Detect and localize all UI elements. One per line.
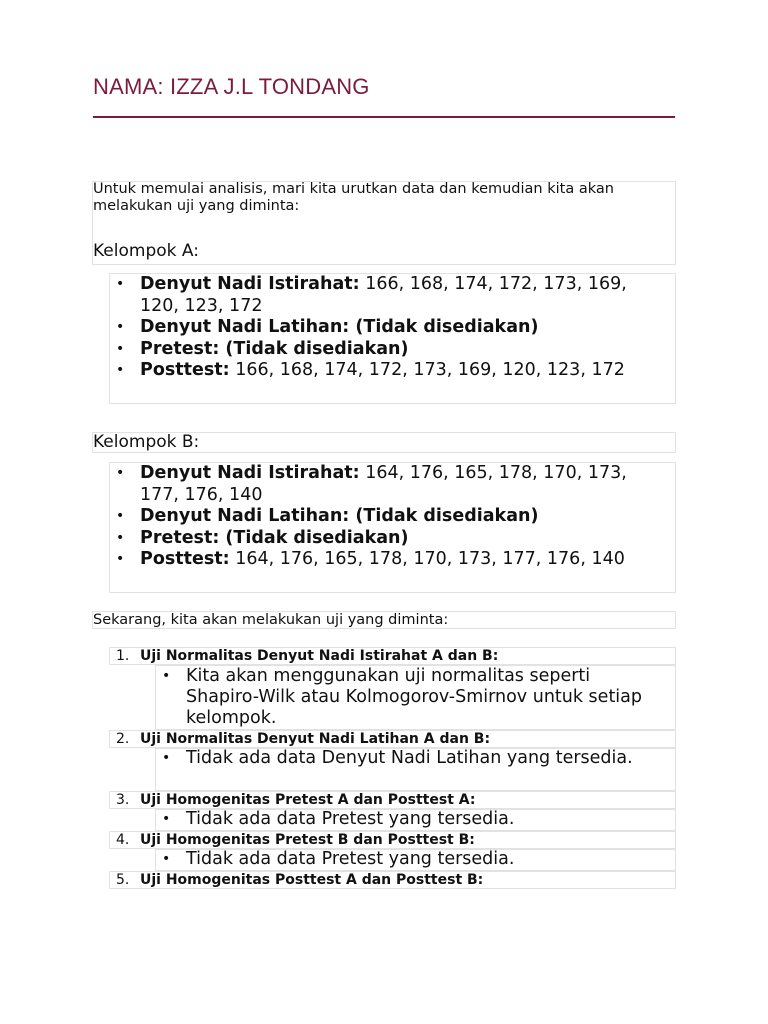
test-detail-3: • Tidak ada data Pretest yang tersedia. xyxy=(155,809,645,830)
item-value: 166, 168, 174, 172, 173, 169, 120, 123, 172 xyxy=(140,274,627,316)
item-key: Denyut Nadi Latihan: xyxy=(140,317,350,337)
list-item: • Denyut Nadi Istirahat: 166, 168, 174, 172, 173, 169, 120, 123, 172 xyxy=(116,274,627,316)
test-detail-2: • Tidak ada data Denyut Nadi Latihan yang tersedia. xyxy=(155,748,645,769)
test-title: Uji Normalitas Denyut Nadi Latihan A dan B: xyxy=(140,731,491,747)
item-value: (Tidak disediakan) xyxy=(349,317,539,337)
list-item: • Denyut Nadi Latihan: (Tidak disediakan) xyxy=(116,506,539,526)
item-value: (Tidak disediakan) xyxy=(219,527,409,548)
test-number: 3. xyxy=(116,792,130,808)
item-key: Posttest: xyxy=(140,360,230,380)
item-key: Denyut Nadi Istirahat: xyxy=(140,274,360,294)
list-item: • Posttest: 166, 168, 174, 172, 173, 169, 120, 123, 172 xyxy=(116,360,625,380)
intro-text: Untuk memulai analisis, mari kita urutkan data dan kemudian kita akan melakukan uji yang diminta: xyxy=(93,181,614,214)
group-b-label: Kelompok B: xyxy=(93,432,200,452)
group-a-label: Kelompok A: xyxy=(93,241,199,261)
item-value: (Tidak disediakan) xyxy=(219,338,409,359)
list-item: • Pretest: (Tidak disediakan) xyxy=(116,527,409,548)
test-title: Uji Normalitas Denyut Nadi Istirahat A dan B: xyxy=(140,648,499,664)
test-number: 2. xyxy=(116,731,130,747)
group-b-list xyxy=(109,463,669,571)
item-key: Denyut Nadi Latihan: xyxy=(140,506,350,526)
test-title: Uji Homogenitas Posttest A dan Posttest B: xyxy=(140,872,484,888)
test-detail-text: Kita akan menggunakan uji normalitas seperti Shapiro-Wilk atau Kolmogorov-Smirnov untuk setiap kelompok. xyxy=(186,666,642,728)
item-value: (Tidak disediakan) xyxy=(349,506,539,526)
test-number: 1. xyxy=(116,648,130,664)
item-value: 166, 168, 174, 172, 173, 169, 120, 123, 172 xyxy=(229,360,625,380)
page-title: NAMA: IZZA J.L TONDANG xyxy=(93,74,370,99)
test-title: Uji Homogenitas Pretest B dan Posttest B: xyxy=(140,832,475,848)
test-detail-text: Tidak ada data Denyut Nadi Latihan yang tersedia. xyxy=(186,748,633,768)
list-item: • Denyut Nadi Istirahat: 164, 176, 165, 178, 170, 173, 177, 176, 140 xyxy=(116,463,627,505)
test-detail-1: • Kita akan menggunakan uji normalitas seperti Shapiro-Wilk atau Kolmogorov-Smirnov untuk setiap kelompok. xyxy=(155,666,645,729)
test-item-3 xyxy=(109,791,676,809)
test-title: Uji Homogenitas Pretest A dan Posttest A: xyxy=(140,792,476,808)
test-detail-text: Tidak ada data Pretest yang tersedia. xyxy=(186,849,515,869)
list-item: • Posttest: 164, 176, 165, 178, 170, 173, 177, 176, 140 xyxy=(116,549,625,569)
list-item: • Denyut Nadi Latihan: (Tidak disediakan) xyxy=(116,317,539,337)
item-value: 164, 176, 165, 178, 170, 173, 177, 176, 140 xyxy=(229,549,625,569)
test-number: 4. xyxy=(116,832,130,848)
item-key: Pretest: xyxy=(140,527,220,548)
test-item-2 xyxy=(109,730,676,748)
item-key: Denyut Nadi Istirahat: xyxy=(140,463,360,483)
test-item-4 xyxy=(109,831,676,849)
test-detail-4: • Tidak ada data Pretest yang tersedia. xyxy=(155,849,645,870)
item-key: Posttest: xyxy=(140,549,230,569)
group-a-list xyxy=(109,274,669,382)
item-key: Pretest: xyxy=(140,338,220,359)
test-item-1 xyxy=(109,647,676,665)
list-item: • Pretest: (Tidak disediakan) xyxy=(116,338,409,359)
item-value: 164, 176, 165, 178, 170, 173, 177, 176, 140 xyxy=(140,463,627,505)
test-item-5 xyxy=(109,871,676,889)
now-text: Sekarang, kita akan melakukan uji yang diminta: xyxy=(93,612,449,628)
title-divider xyxy=(93,116,675,118)
test-number: 5. xyxy=(116,872,130,888)
test-detail-text: Tidak ada data Pretest yang tersedia. xyxy=(186,809,515,829)
